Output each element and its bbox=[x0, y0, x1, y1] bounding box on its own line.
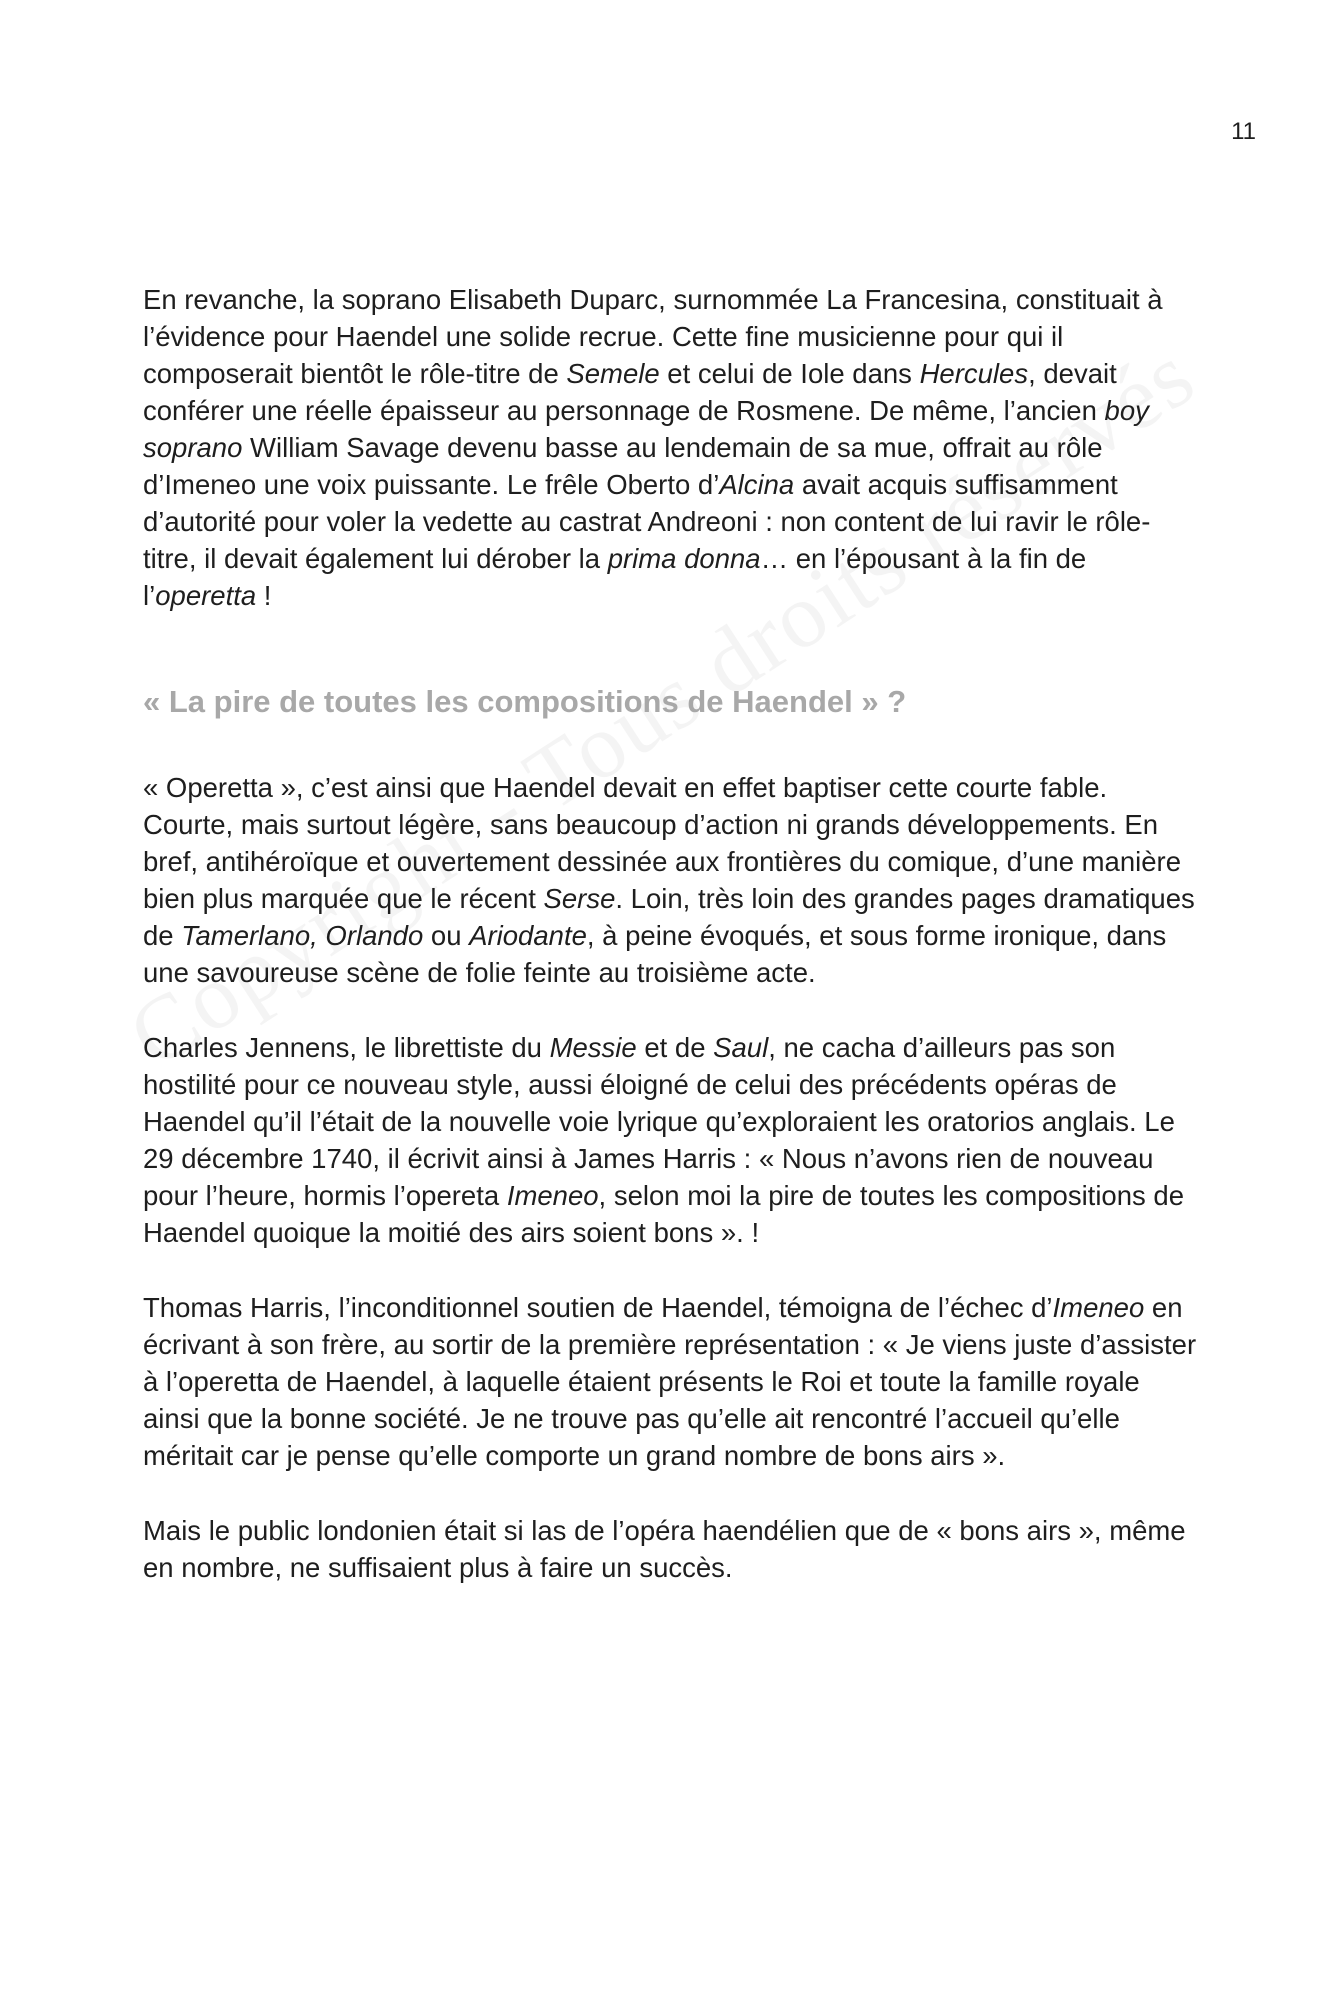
italic-title: prima donna bbox=[607, 543, 761, 574]
italic-title: Tamerlano, Orlando bbox=[181, 920, 424, 951]
italic-title: Imeneo bbox=[506, 1180, 599, 1211]
text-run: ! bbox=[256, 580, 272, 611]
page-number: 11 bbox=[1231, 118, 1256, 145]
text-run: avait acquis suffisamment d’autorité pour voler la vedette au castrat Andreoni : non content de lui ravir le rôle-titre, il devait également lui dérober la bbox=[143, 469, 1151, 574]
italic-title: Imeneo bbox=[1052, 1292, 1145, 1323]
text-run: et de bbox=[636, 1032, 714, 1063]
section-heading: « La pire de toutes les compositions de Haendel » ? bbox=[143, 684, 907, 719]
italic-title: operetta bbox=[155, 580, 257, 611]
article-body bbox=[143, 281, 1203, 1586]
text-run: , devait conférer une réelle épaisseur au personnage de Rosmene. De même, l’ancien bbox=[143, 358, 1117, 426]
text-run: , à peine évoqués, et sous forme ironique, dans une savoureuse scène de folie feinte au troisième acte. bbox=[143, 920, 1167, 988]
paragraph-harris bbox=[143, 1289, 1203, 1474]
text-run: . Loin, très loin des grandes pages dramatiques de bbox=[143, 883, 1195, 951]
italic-title: boy soprano bbox=[143, 395, 1149, 463]
text-run: Mais le public londonien était si las de l’opéra haendélien que de « bons airs », même en nombre, ne suffisaient plus à faire un succès. bbox=[143, 1515, 1186, 1583]
paragraph-public bbox=[143, 1512, 1203, 1586]
text-run: William Savage devenu basse au lendemain de sa mue, offrait au rôle d’Imeneo une voix puissante. Le frêle Oberto d’ bbox=[143, 432, 1103, 500]
paragraph-operetta bbox=[143, 769, 1203, 991]
text-run: Charles Jennens, le librettiste du bbox=[143, 1032, 550, 1063]
paragraph-casting bbox=[143, 281, 1203, 614]
text-run: … en l’épousant à la fin de l’ bbox=[143, 543, 1087, 611]
text-run: , ne cacha d’ailleurs pas son hostilité pour ce nouveau style, aussi éloigné de celui des précédents opéras de Haendel qu’il l’était de la nouvelle voie lyrique qu’exploraient les oratorios anglais. Le 29 décembre 1740, il écrivit ainsi à James Harris : « Nous n’avons rien de nouveau pour l’heure, hormis l’opereta bbox=[143, 1032, 1175, 1211]
paragraph-jennens bbox=[143, 1029, 1203, 1251]
text-run: en écrivant à son frère, au sortir de la première représentation : « Je viens juste d’assister à l’operetta de Haendel, à laquelle étaient présents le Roi et toute la famille royale ainsi que la bonne société. Je ne trouve pas qu’elle ait rencontré l’accueil qu’elle méritait car je pense qu’elle comporte un grand nombre de bons airs ». bbox=[143, 1292, 1197, 1471]
text-run: En revanche, la soprano Elisabeth Duparc, surnommée La Francesina, constituait à l’évidence pour Haendel une solide recrue. Cette fine musicienne pour qui il composerait bientôt le rôle-titre de bbox=[143, 284, 1163, 389]
text-run: ou bbox=[423, 920, 470, 951]
italic-title: Ariodante bbox=[469, 920, 587, 951]
text-run: , selon moi la pire de toutes les compositions de Haendel quoique la moitié des airs soient bons ». ! bbox=[143, 1180, 1184, 1248]
italic-title: Alcina bbox=[719, 469, 795, 500]
italic-title: Serse bbox=[543, 883, 616, 914]
italic-title: Semele bbox=[566, 358, 660, 389]
text-run: « Operetta », c’est ainsi que Haendel devait en effet baptiser cette courte fable. Courte, mais surtout légère, sans beaucoup d’action ni grands développements. En bref, antihéroïque et ouvertement dessinée aux frontières du comique, d’une manière bien plus marquée que le récent bbox=[143, 772, 1181, 914]
italic-title: Hercules bbox=[919, 358, 1029, 389]
text-run: Thomas Harris, l’inconditionnel soutien de Haendel, témoigna de l’échec d’ bbox=[143, 1292, 1053, 1323]
text-run: et celui de Iole dans bbox=[659, 358, 920, 389]
italic-title: Messie bbox=[549, 1032, 637, 1063]
italic-title: Saul bbox=[713, 1032, 769, 1063]
